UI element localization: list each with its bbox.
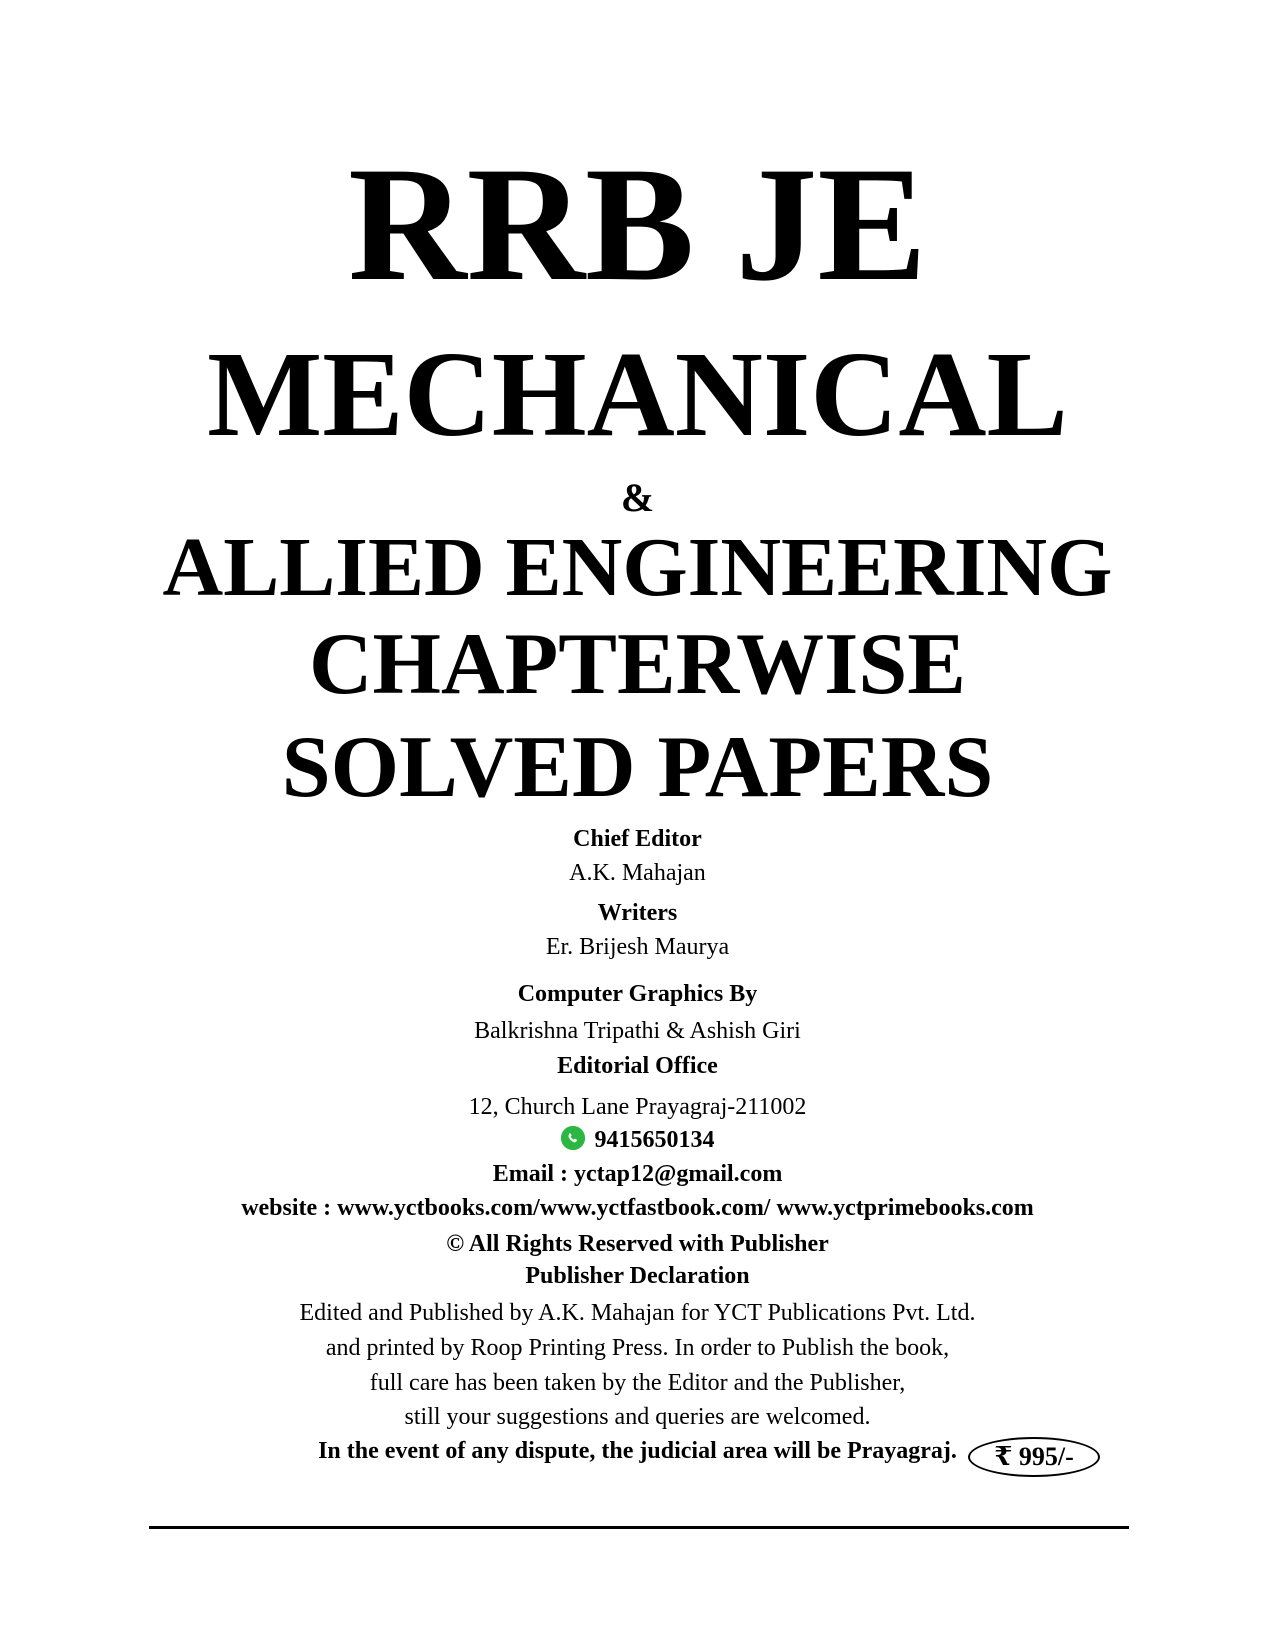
title-ampersand: & [620,475,655,520]
declaration-label: Publisher Declaration [525,1263,750,1289]
whatsapp-icon [561,1126,585,1150]
title-mechanical: MECHANICAL [207,327,1068,462]
declaration-line-3: full care has been taken by the Editor and the Publisher, [369,1370,906,1396]
editorial-office-label: Editorial Office [557,1053,718,1079]
declaration-line-5: In the event of any dispute, the judicial area will be Prayagraj. [318,1438,957,1464]
office-address: 12, Church Lane Prayagraj-211002 [468,1094,807,1120]
title-solved-papers: SOLVED PAPERS [281,719,994,816]
phone-number: 9415650134 [594,1127,715,1153]
bottom-rule [149,1526,1129,1529]
graphics-names: Balkrishna Tripathi & Ashish Giri [474,1018,801,1044]
title-allied-engineering: ALLIED ENGINEERING [162,521,1113,614]
email-line: Email : yctap12@gmail.com [492,1161,783,1187]
writers-label: Writers [597,900,678,926]
website-line: website : www.yctbooks.com/www.yctfastbook.com/ www.yctprimebooks.com [241,1195,1034,1221]
title-chapterwise: CHAPTERWISE [308,616,967,713]
declaration-line-2: and printed by Roop Printing Press. In order to Publish the book, [325,1335,950,1361]
chief-editor-name: A.K. Mahajan [569,860,706,886]
chief-editor-label: Chief Editor [573,826,702,852]
declaration-line-1: Edited and Published by A.K. Mahajan for YCT Publications Pvt. Ltd. [299,1300,976,1326]
rights-line: © All Rights Reserved with Publisher [446,1231,829,1257]
phone-line [0,1125,1275,1155]
writers-name: Er. Brijesh Maurya [545,934,730,960]
declaration-line-4: still your suggestions and queries are welcomed. [404,1404,871,1430]
graphics-label: Computer Graphics By [517,981,758,1007]
title-rrb-je: RRB JE [348,134,927,315]
price-badge: ₹ 995/- [968,1437,1100,1477]
